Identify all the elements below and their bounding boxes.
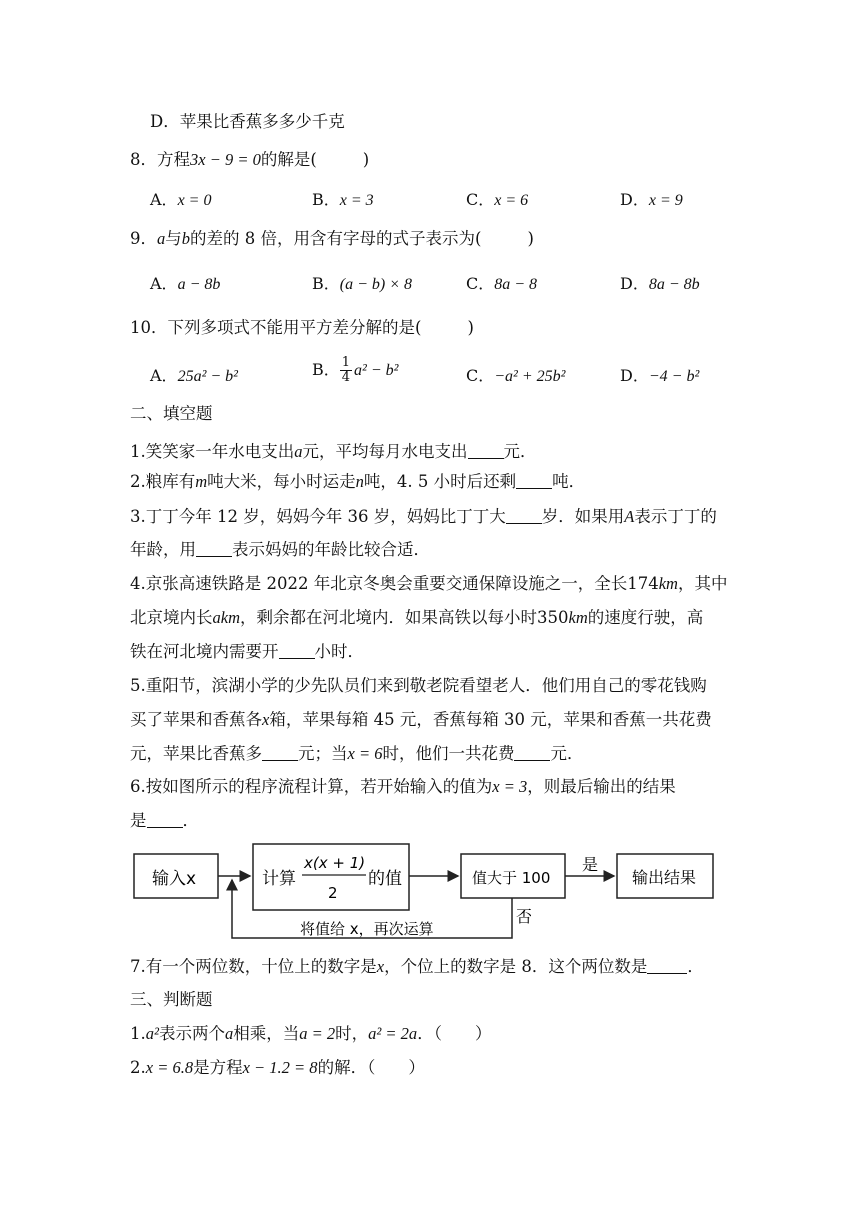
fill-4: 4.京张高速铁路是 2022 年北京冬奥会重要交通保障设施之一，全长174km，其中 [130, 574, 728, 593]
yes-label: 是 [582, 855, 599, 874]
compute-label-post: 的值 [368, 869, 402, 889]
fill-6: 6.按如图所示的程序流程计算，若开始输入的值为x = 3，则最后输出的结果 [130, 777, 676, 796]
check-label: 值大于 100 [472, 869, 551, 887]
q7-option-d: D．苹果比香蕉多多少千克 [150, 112, 345, 131]
q9-option-c: C．8a − 8 [466, 274, 538, 293]
program-flowchart [128, 840, 728, 944]
fill-5-cont: 买了苹果和香蕉各x箱，苹果每箱 45 元，香蕉每箱 30 元，苹果和香蕉一共花费 [130, 710, 712, 729]
q9-option-a: A．a − 8b [150, 274, 221, 293]
judge-1: 1.a²表示两个a相乘，当a = 2时，a² = 2a．（ ） [130, 1024, 492, 1043]
q10-option-a: A．25a² − b² [150, 366, 238, 385]
section-fill-in-title: 二、填空题 [130, 404, 213, 423]
q8-option-a: A．x = 0 [150, 190, 212, 209]
question-9: 9．a与b的差的 8 倍，用含有字母的式子表示为( ) [130, 229, 534, 248]
q9-option-d: D．8a − 8b [620, 274, 700, 293]
q10-option-d: D．−4 − b² [620, 366, 700, 385]
no-label: 否 [516, 907, 533, 926]
fill-7: 7.有一个两位数，十位上的数字是x，个位上的数字是 8．这个两位数是 ． [130, 957, 704, 976]
q8-option-c: C．x = 6 [466, 190, 529, 209]
question-8 [130, 148, 369, 172]
q8-close: ) [362, 150, 370, 169]
q9-option-b: B．(a − b) × 8 [312, 274, 413, 293]
compute-denominator: 2 [328, 884, 338, 902]
fraction-one-quarter: $\frac{1}{4}$ [341, 355, 351, 385]
section-judgement-title: 三、判断题 [130, 990, 213, 1009]
output-label: 输出结果 [632, 868, 697, 887]
fill-3-cont: 年龄，用 表示妈妈的年龄比较合适． [130, 540, 430, 559]
fill-4-cont2: 铁在河北境内需要开 小时． [130, 642, 364, 661]
fill-5: 5.重阳节，滨湖小学的少先队员们来到敬老院看望老人．他们用自己的零花钱购 [130, 676, 707, 695]
q8-equation: 3x − 9 = 0 [190, 150, 261, 169]
fill-3: 3.丁丁今年 12 岁，妈妈今年 36 岁，妈妈比丁丁大 岁．如果用A表示丁丁的 [130, 507, 717, 526]
compute-label-pre: 计算 [262, 869, 296, 889]
q8-option-d: D．x = 9 [620, 190, 683, 209]
input-label: 输入x [152, 869, 197, 889]
q8-option-b: B．x = 3 [312, 190, 374, 209]
q10-option-c: C．−a² + 25b² [466, 366, 566, 385]
q10-option-b: B． $\frac{1}{4}$ a² − b² [312, 355, 399, 385]
q8-number: 8．方程 [130, 150, 190, 169]
fill-1: 1.笑笑家一年水电支出a元，平均每月水电支出 元． [130, 442, 537, 461]
fill-5-cont2: 元，苹果比香蕉多 元；当x = 6时，他们一共花费 元． [130, 744, 584, 763]
compute-numerator: x(x + 1) [304, 854, 366, 872]
fill-2: 2.粮库有m吨大米，每小时运走n吨，4. 5 小时后还剩 吨． [130, 472, 586, 491]
loop-label: 将值给 x，再次运算 [300, 920, 434, 938]
fill-6-cont: 是 ． [130, 811, 199, 830]
q8-stem: 的解是( [260, 150, 317, 169]
fill-4-cont: 北京境内长akm，剩余都在河北境内．如果高铁以每小时350km的速度行驶，高 [130, 608, 704, 627]
judge-2: 2.x = 6.8是方程x − 1.2 = 8的解．（ ） [130, 1058, 425, 1077]
question-10: 10．下列多项式不能用平方差分解的是( ) [130, 318, 474, 337]
